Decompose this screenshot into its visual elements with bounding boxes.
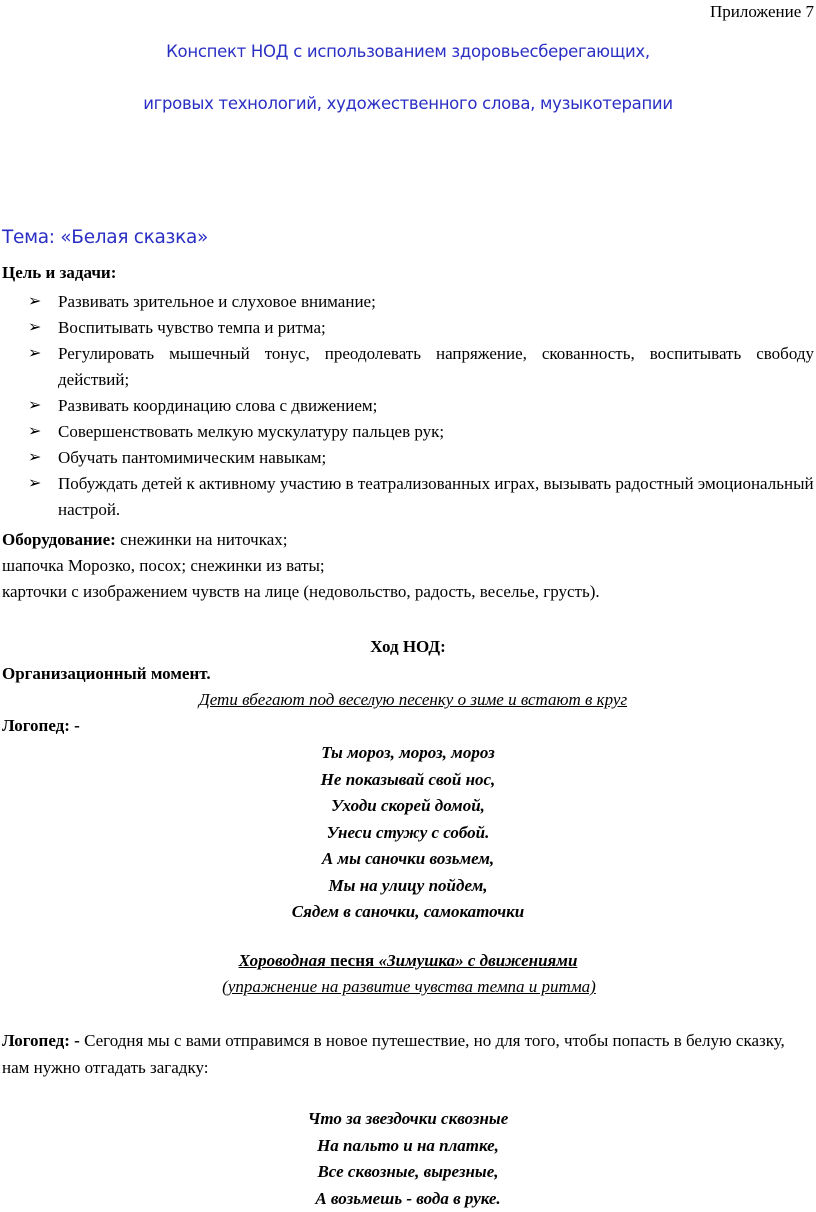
goals-heading: Цель и задачи: xyxy=(2,263,117,282)
appendix-label: Приложение 7 xyxy=(710,2,814,21)
task-text: Регулировать мышечный тонус, преодолевать напряжение, скованность, воспитывать свободу действий; xyxy=(58,344,814,389)
poem-line: Сядем в саночки, самокаточки xyxy=(291,902,525,921)
equipment-line-2: шапочка Морозко, посох; снежинки из ваты; xyxy=(2,556,325,575)
poem-line: А мы саночки возьмем, xyxy=(321,849,495,868)
riddle-line: Все сквозные, вырезные, xyxy=(317,1162,499,1181)
course-heading: Ход НОД: xyxy=(370,637,446,656)
document-title-line-1: Конспект НОД с использованием здоровьесберегающих, xyxy=(166,42,650,61)
arrow-bullet-icon: ➢ xyxy=(28,319,42,336)
equipment-text: снежинки на ниточках; xyxy=(115,530,288,549)
speaker-logoped-2: Логопед: - xyxy=(2,1031,80,1050)
poem-block xyxy=(0,740,816,926)
arrow-bullet-icon: ➢ xyxy=(28,423,42,440)
riddle-line: Что за звездочки сквозные xyxy=(307,1109,509,1128)
task-text: Развивать зрительное и слуховое внимание; xyxy=(58,292,376,311)
document-title-line-2: игровых технологий, художественного слова, музыкотерапии xyxy=(143,94,673,113)
org-moment-heading: Организационный момент. xyxy=(2,664,211,683)
arrow-bullet-icon: ➢ xyxy=(28,345,42,362)
task-text: Побуждать детей к активному участию в театрализованных играх, вызывать радостный эмоциональный настрой. xyxy=(58,474,814,519)
logoped-speech xyxy=(2,1027,808,1081)
poem-line: Мы на улицу пойдем, xyxy=(328,875,488,895)
poem-line: Ты мороз, мороз, мороз xyxy=(321,743,495,762)
equipment-line-3: карточки с изображением чувств на лице (недовольство, радость, веселье, грусть). xyxy=(2,582,600,601)
poem-line: Уходи скорей домой, xyxy=(331,796,485,815)
task-text: Развивать координацию слова с движением; xyxy=(58,396,378,415)
equipment-label: Оборудование: xyxy=(2,530,116,549)
task-text: Воспитывать чувство темпа и ритма; xyxy=(58,318,326,337)
poem-line: Унеси стужу с собой. xyxy=(326,822,490,842)
arrow-bullet-icon: ➢ xyxy=(28,475,42,492)
topic-heading: Тема: «Белая сказка» xyxy=(2,227,209,248)
speaker-logoped: Логопед: - xyxy=(2,716,80,735)
equipment-block xyxy=(2,527,814,605)
riddle-line: На пальто и на платке, xyxy=(317,1135,499,1155)
song-note: (упражнение на развитие чувства темпа и ритма) xyxy=(222,977,596,996)
task-item xyxy=(0,315,816,341)
task-item xyxy=(0,419,816,445)
poem-line: Не показывай свой нос, xyxy=(320,769,496,789)
song-prefix: Хороводная xyxy=(238,951,326,970)
task-item xyxy=(0,341,816,393)
arrow-bullet-icon: ➢ xyxy=(28,397,42,414)
task-item xyxy=(0,445,816,471)
speech-text: Сегодня мы с вами отправимся в новое путешествие, но для того, чтобы попасть в белую сказку, нам нужно отгадать загадку: xyxy=(2,1031,785,1077)
task-item xyxy=(0,289,816,315)
song-heading xyxy=(0,951,816,971)
riddle-line: А возьмешь - вода в руке. xyxy=(315,1188,501,1208)
song-title: «Зимушка» с движениями xyxy=(378,951,578,970)
riddle-block xyxy=(0,1106,816,1212)
song-middle: песня xyxy=(325,951,379,970)
task-text: Обучать пантомимическим навыкам; xyxy=(58,448,327,467)
equipment-line xyxy=(2,527,814,553)
tasks-list xyxy=(0,289,816,523)
arrow-bullet-icon: ➢ xyxy=(28,449,42,466)
arrow-bullet-icon: ➢ xyxy=(28,293,42,310)
task-item xyxy=(0,393,816,419)
stage-direction: Дети вбегают под веселую песенку о зиме и встают в круг xyxy=(198,690,628,709)
task-item xyxy=(0,471,816,523)
task-text: Совершенствовать мелкую мускулатуру пальцев рук; xyxy=(58,422,445,441)
